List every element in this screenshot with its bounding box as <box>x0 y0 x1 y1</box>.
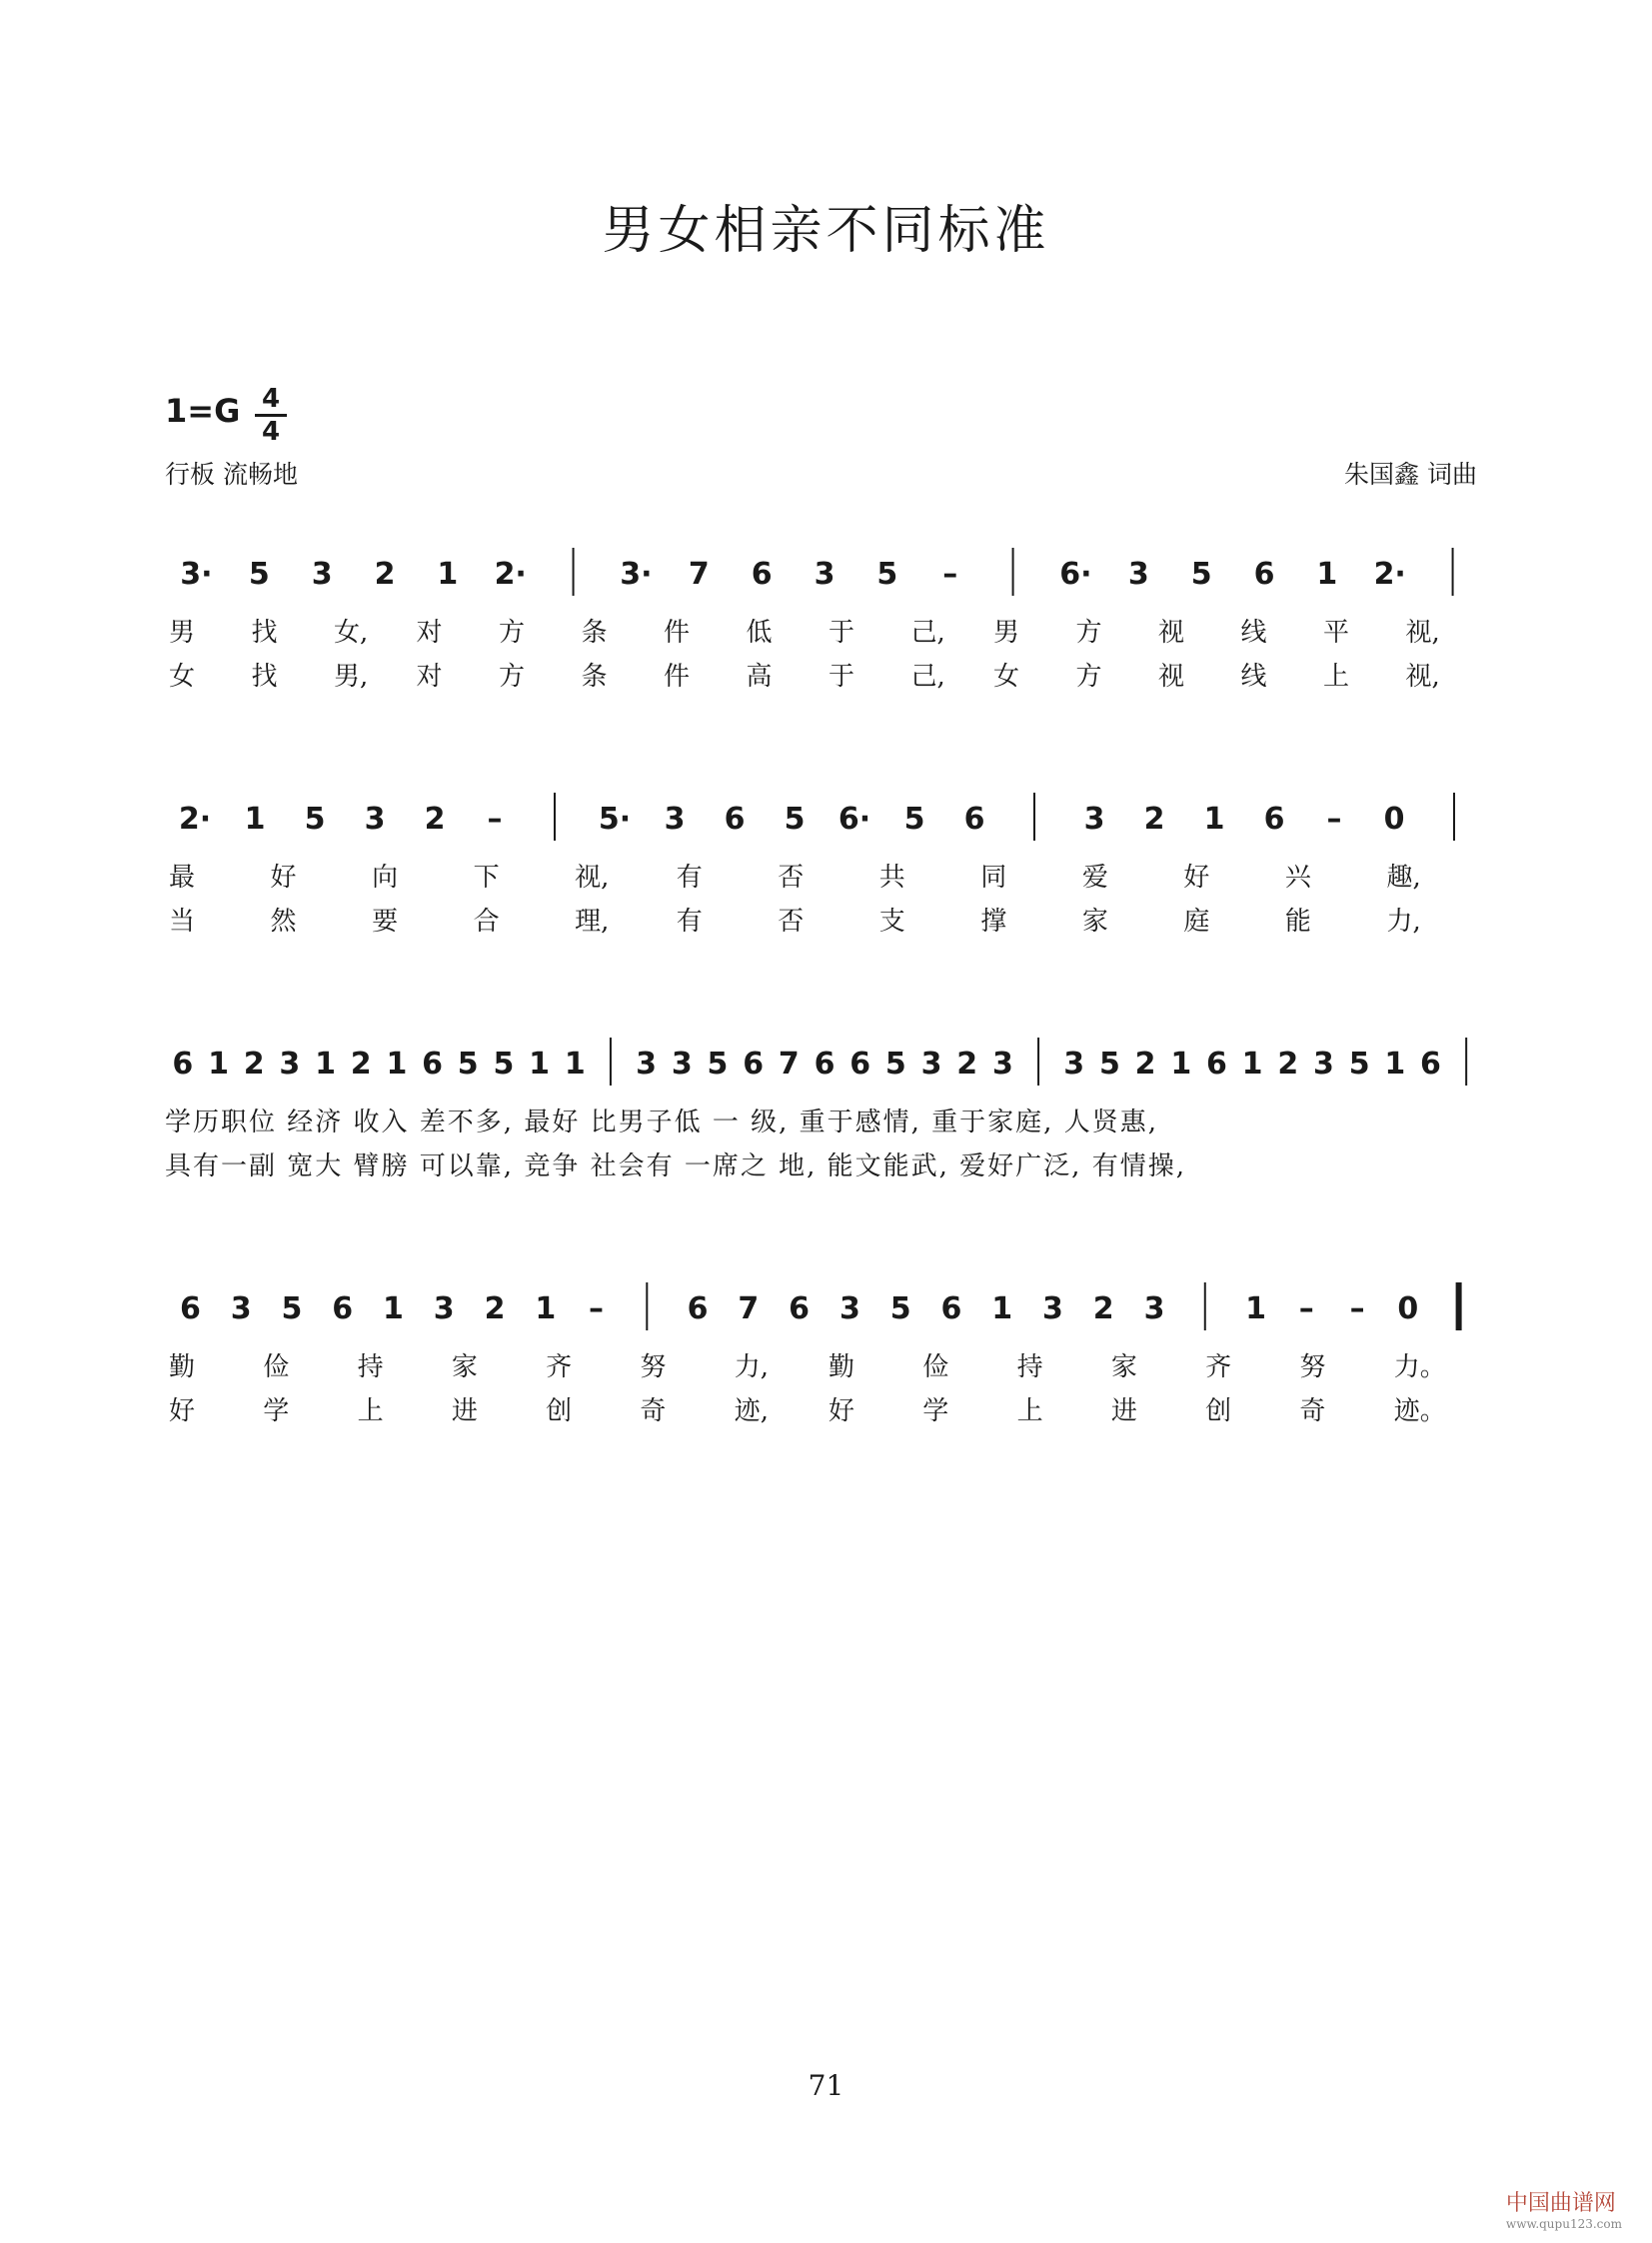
lyric-syllable: 找 <box>251 662 278 692</box>
lyric-syllable: 下 <box>473 863 500 893</box>
score-system-3 <box>165 1030 1484 1239</box>
note: 5 <box>889 1291 911 1326</box>
note-dash: – <box>589 1291 605 1326</box>
lyric-syllable: 家 <box>1110 1352 1137 1382</box>
lyric-syllable: 力, <box>1386 907 1421 937</box>
lyric-syllable: 男 <box>169 618 196 648</box>
note: 3 <box>433 1291 455 1326</box>
note: 1 <box>244 802 266 837</box>
lyric-syllable: 齐 <box>546 1352 573 1382</box>
lyric-syllable: 家 <box>1081 907 1108 937</box>
lyric-syllable: 创 <box>546 1396 573 1426</box>
note: 5 <box>884 1047 906 1082</box>
note: 1 <box>386 1047 408 1082</box>
lyric-text: 学历职位 经济 收入 差不多, 最好 比男子低 一 级, 重于感情, 重于家庭, 人贤惠, <box>165 1108 1158 1137</box>
note: 5 <box>707 1047 729 1082</box>
note: 1 <box>529 1047 551 1082</box>
page-number: 71 <box>808 2069 844 2102</box>
lyric-syllable: 力, <box>734 1352 769 1382</box>
lyric-syllable: 方 <box>499 618 526 648</box>
note: 1 <box>1241 1047 1263 1082</box>
author-credit: 朱国鑫 词曲 <box>1344 460 1477 489</box>
note: 2 <box>243 1047 265 1082</box>
note: 6 <box>743 1047 765 1082</box>
note: 3 <box>1313 1047 1334 1082</box>
lyric-line-1 <box>165 857 1484 893</box>
meter-bottom: 4 <box>261 417 281 447</box>
note: 2 <box>1143 802 1165 837</box>
lyric-syllable: 于 <box>828 662 855 692</box>
note: 2 <box>350 1047 372 1082</box>
note: 2 <box>1134 1047 1156 1082</box>
note: 3 <box>671 1047 693 1082</box>
note: 3 <box>1127 557 1149 592</box>
note: 6 <box>172 1047 194 1082</box>
song-title: 男女相亲不同标准 <box>602 201 1050 261</box>
lyric-syllable: 理, <box>575 907 610 937</box>
note: 1 <box>383 1291 404 1326</box>
lyric-syllable: 然 <box>270 907 297 937</box>
lyric-syllable: 方 <box>1075 618 1102 648</box>
lyric-syllable: 持 <box>357 1352 384 1382</box>
lyric-line-2 <box>165 1145 1484 1181</box>
lyric-syllable: 男 <box>993 618 1020 648</box>
lyric-line-2 <box>165 1390 1484 1426</box>
lyric-syllable: 己, <box>910 662 945 692</box>
notes-row-4 <box>165 1274 1484 1354</box>
lyric-syllable: 有 <box>676 907 703 937</box>
note: 7 <box>778 1047 800 1082</box>
lyric-syllable: 庭 <box>1183 907 1210 937</box>
note: 5 <box>784 802 806 837</box>
note: 3· <box>620 557 653 592</box>
lyric-syllable: 线 <box>1240 662 1267 692</box>
note: 6 <box>1263 802 1285 837</box>
note: 2 <box>1092 1291 1114 1326</box>
note: 3 <box>311 557 333 592</box>
note-dash: – <box>942 557 958 592</box>
note: 1 <box>315 1047 336 1082</box>
note: 3· <box>180 557 213 592</box>
note: 3 <box>230 1291 252 1326</box>
lyric-line-1 <box>165 1102 1484 1137</box>
lyric-line-1 <box>165 1346 1484 1382</box>
lyric-syllable: 爱 <box>1081 863 1108 893</box>
lyric-syllable: 当 <box>169 907 196 937</box>
lyric-syllable: 好 <box>169 1396 196 1426</box>
note: 6 <box>940 1291 962 1326</box>
note: 6· <box>1059 557 1092 592</box>
notes-row-2 <box>165 785 1484 865</box>
lyric-syllable: 找 <box>251 618 278 648</box>
lyric-syllable: 低 <box>746 618 773 648</box>
lyric-syllable: 上 <box>1016 1396 1043 1426</box>
lyric-syllable: 对 <box>416 662 443 692</box>
note: 0 <box>1383 802 1405 837</box>
note: 1 <box>208 1047 229 1082</box>
note: 2· <box>178 802 212 837</box>
note: 5 <box>1190 557 1212 592</box>
lyric-syllable: 高 <box>746 662 773 692</box>
note: 3 <box>991 1047 1013 1082</box>
lyric-syllable: 视, <box>575 863 610 893</box>
watermark-logo <box>1506 2186 1622 2231</box>
lyric-syllable: 方 <box>499 662 526 692</box>
note: 5 <box>1098 1047 1120 1082</box>
note: 3 <box>636 1047 658 1082</box>
lyric-syllable: 进 <box>451 1396 478 1426</box>
note: 6 <box>1420 1047 1441 1082</box>
note: 6 <box>332 1291 354 1326</box>
lyric-syllable: 合 <box>473 907 500 937</box>
lyric-syllable: 女 <box>993 662 1020 692</box>
lyric-syllable: 迹, <box>734 1396 769 1426</box>
note: 5 <box>457 1047 479 1082</box>
lyric-syllable: 对 <box>416 618 443 648</box>
note: 3 <box>279 1047 301 1082</box>
notes-row-3 <box>165 1030 1484 1110</box>
notes-row-1 <box>165 540 1484 620</box>
lyric-syllable: 有 <box>676 863 703 893</box>
note: 7 <box>738 1291 760 1326</box>
meter-top: 4 <box>261 384 281 414</box>
lyric-syllable: 同 <box>980 863 1007 893</box>
lyric-syllable: 趣, <box>1386 863 1421 893</box>
note: 5 <box>493 1047 515 1082</box>
key-signature: 1=G <box>165 392 241 430</box>
note: 3 <box>1063 1047 1085 1082</box>
note: 5 <box>876 557 898 592</box>
lyric-syllable: 兴 <box>1284 863 1311 893</box>
note: 2 <box>424 802 446 837</box>
lyric-syllable: 否 <box>778 863 805 893</box>
lyric-syllable: 努 <box>640 1352 667 1382</box>
lyric-syllable: 齐 <box>1205 1352 1232 1382</box>
lyric-syllable: 好 <box>828 1396 855 1426</box>
time-signature <box>255 385 287 446</box>
lyric-syllable: 上 <box>1323 662 1350 692</box>
note: 1 <box>1203 802 1225 837</box>
lyric-syllable: 件 <box>664 662 691 692</box>
score-system-1 <box>165 540 1484 750</box>
lyric-syllable: 视, <box>1405 662 1440 692</box>
note: 3 <box>1083 802 1105 837</box>
lyric-syllable: 己, <box>910 618 945 648</box>
note: 3 <box>664 802 686 837</box>
lyric-syllable: 条 <box>581 618 608 648</box>
note: 2· <box>494 557 527 592</box>
note: 6 <box>179 1291 201 1326</box>
lyric-syllable: 最 <box>169 863 196 893</box>
note: 1 <box>991 1291 1013 1326</box>
lyric-syllable: 男, <box>334 662 369 692</box>
note: 1 <box>1170 1047 1192 1082</box>
lyric-syllable: 进 <box>1110 1396 1137 1426</box>
note: 6 <box>751 557 773 592</box>
note: 0 <box>1397 1291 1419 1326</box>
note: 6 <box>1253 557 1275 592</box>
tempo-marking: 行板 流畅地 <box>165 460 298 489</box>
lyric-syllable: 女 <box>169 662 196 692</box>
note: 3 <box>814 557 835 592</box>
note: 6 <box>687 1291 709 1326</box>
note: 5 <box>281 1291 303 1326</box>
note: 1 <box>564 1047 586 1082</box>
note-dash: – <box>1349 1291 1365 1326</box>
note: 6 <box>814 1047 835 1082</box>
lyric-syllable: 于 <box>828 618 855 648</box>
note: 6 <box>422 1047 444 1082</box>
note: 6 <box>1205 1047 1227 1082</box>
lyric-syllable: 视, <box>1405 618 1440 648</box>
note: 5 <box>903 802 925 837</box>
lyric-syllable: 奇 <box>640 1396 667 1426</box>
lyric-syllable: 件 <box>664 618 691 648</box>
note: 6 <box>789 1291 811 1326</box>
note: 6 <box>963 802 985 837</box>
note: 3 <box>838 1291 860 1326</box>
lyric-syllable: 女, <box>334 618 369 648</box>
lyric-syllable: 努 <box>1299 1352 1326 1382</box>
note-dash: – <box>487 802 503 837</box>
note: 3 <box>920 1047 942 1082</box>
note: 6 <box>724 802 746 837</box>
lyric-syllable: 线 <box>1240 618 1267 648</box>
lyric-text: 具有一副 宽大 臂膀 可以靠, 竞争 社会有 一席之 地, 能文能武, 爱好广泛, 有情操, <box>165 1151 1186 1181</box>
lyric-syllable: 勤 <box>828 1352 855 1382</box>
note: 2· <box>1373 557 1406 592</box>
lyric-syllable: 俭 <box>263 1352 290 1382</box>
lyric-syllable: 家 <box>451 1352 478 1382</box>
lyric-syllable: 向 <box>372 863 399 893</box>
watermark-url: www.qupu123.com <box>1505 2217 1622 2231</box>
note: 1 <box>1384 1047 1406 1082</box>
lyric-syllable: 俭 <box>922 1352 949 1382</box>
lyric-syllable: 方 <box>1075 662 1102 692</box>
note-dash: – <box>1326 802 1342 837</box>
watermark-brand: 中国曲谱网 <box>1505 2191 1616 2216</box>
note: 3 <box>1042 1291 1063 1326</box>
note: 2 <box>1277 1047 1299 1082</box>
note: 5· <box>598 802 632 837</box>
lyric-syllable: 勤 <box>169 1352 196 1382</box>
note: 1 <box>535 1291 557 1326</box>
lyric-syllable: 否 <box>778 907 805 937</box>
lyric-syllable: 学 <box>922 1396 949 1426</box>
note: 2 <box>484 1291 506 1326</box>
note: 2 <box>956 1047 978 1082</box>
lyric-syllable: 要 <box>372 907 399 937</box>
lyric-syllable: 创 <box>1205 1396 1232 1426</box>
lyric-syllable: 条 <box>581 662 608 692</box>
lyric-line-2 <box>165 656 1484 692</box>
lyric-line-1 <box>165 612 1484 648</box>
lyric-syllable: 好 <box>1183 863 1210 893</box>
lyric-syllable: 视 <box>1158 662 1185 692</box>
lyric-syllable: 平 <box>1323 618 1350 648</box>
note: 1 <box>1245 1291 1266 1326</box>
lyric-syllable: 奇 <box>1299 1396 1326 1426</box>
note: 6· <box>837 802 871 837</box>
note: 5 <box>248 557 270 592</box>
lyric-syllable: 共 <box>878 863 905 893</box>
lyric-syllable: 上 <box>357 1396 384 1426</box>
lyric-syllable: 视 <box>1158 618 1185 648</box>
note: 6 <box>849 1047 871 1082</box>
note: 5 <box>304 802 326 837</box>
note-dash: – <box>1298 1291 1314 1326</box>
note: 2 <box>374 557 396 592</box>
note: 1 <box>437 557 459 592</box>
score-system-4 <box>165 1274 1484 1484</box>
note: 3 <box>364 802 386 837</box>
lyric-syllable: 能 <box>1284 907 1311 937</box>
note: 5 <box>1348 1047 1370 1082</box>
lyric-syllable: 学 <box>263 1396 290 1426</box>
lyric-line-2 <box>165 901 1484 937</box>
lyric-syllable: 持 <box>1016 1352 1043 1382</box>
lyric-syllable: 支 <box>878 907 905 937</box>
lyric-syllable: 力。 <box>1393 1352 1446 1382</box>
lyric-syllable: 好 <box>270 863 297 893</box>
note: 7 <box>688 557 710 592</box>
lyric-syllable: 迹。 <box>1393 1396 1446 1426</box>
lyric-syllable: 撑 <box>980 907 1007 937</box>
note: 1 <box>1316 557 1338 592</box>
note: 3 <box>1143 1291 1165 1326</box>
score-system-2 <box>165 785 1484 995</box>
